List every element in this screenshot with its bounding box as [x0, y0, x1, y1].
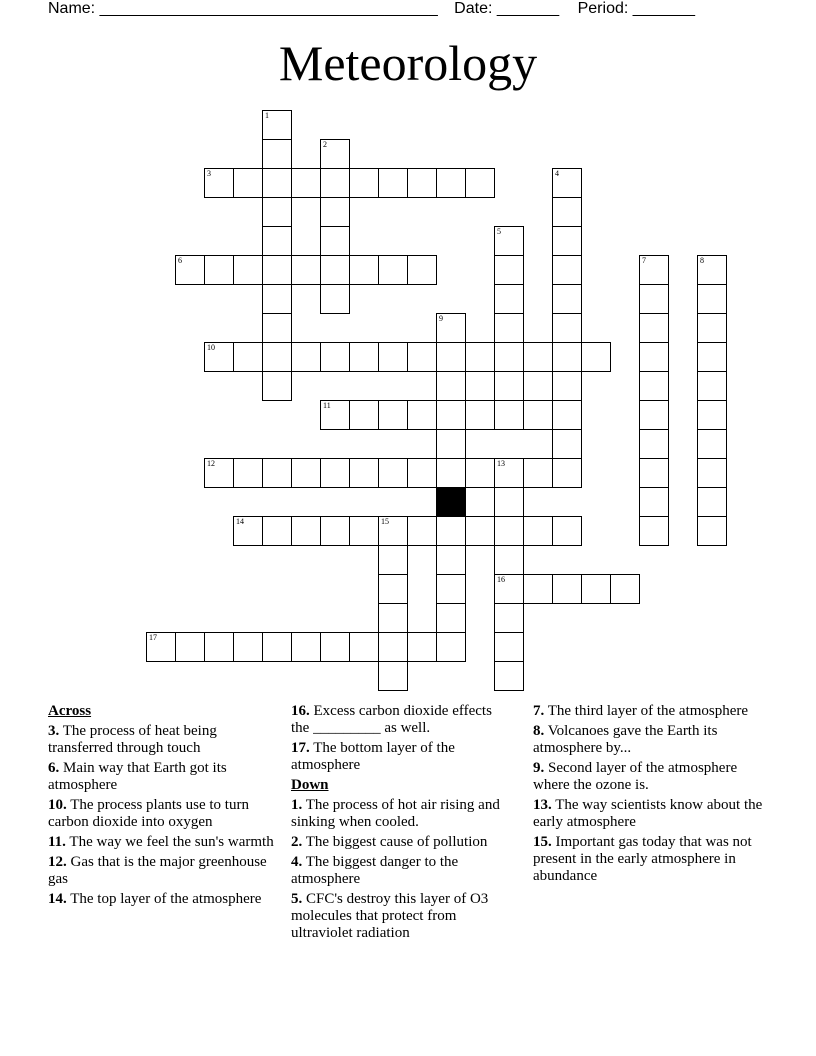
- crossword-cell[interactable]: [291, 342, 321, 372]
- crossword-cell[interactable]: [407, 632, 437, 662]
- clue-down-13: 13. The way scientists know about the early atmosphere: [533, 797, 763, 830]
- down-heading: Down: [291, 777, 329, 793]
- crossword-cell[interactable]: [436, 632, 466, 662]
- crossword-cell[interactable]: [494, 661, 524, 691]
- crossword-cell[interactable]: [523, 400, 553, 430]
- crossword-cell[interactable]: [639, 516, 669, 546]
- crossword-cell[interactable]: [233, 342, 263, 372]
- crossword-cell[interactable]: [494, 632, 524, 662]
- crossword-cell[interactable]: [552, 516, 582, 546]
- crossword-cell[interactable]: [465, 342, 495, 372]
- crossword-cell[interactable]: [639, 284, 669, 314]
- crossword-cell[interactable]: [378, 574, 408, 604]
- crossword-cell[interactable]: [697, 429, 727, 459]
- crossword-cell[interactable]: [262, 632, 292, 662]
- crossword-cell[interactable]: [262, 110, 292, 140]
- crossword-cell[interactable]: [552, 342, 582, 372]
- clue-column-3: [533, 703, 773, 888]
- crossword-cell[interactable]: [349, 458, 379, 488]
- crossword-cell[interactable]: [233, 458, 263, 488]
- crossword-cell[interactable]: [262, 284, 292, 314]
- crossword-cell[interactable]: [320, 632, 350, 662]
- date-field[interactable]: Date: _______: [454, 0, 560, 17]
- crossword-cell[interactable]: [639, 400, 669, 430]
- crossword-cell[interactable]: [639, 487, 669, 517]
- crossword-cell[interactable]: [146, 632, 176, 662]
- crossword-cell[interactable]: [552, 400, 582, 430]
- crossword-cell[interactable]: [436, 371, 466, 401]
- crossword-cell[interactable]: [697, 371, 727, 401]
- crossword-cell[interactable]: [262, 168, 292, 198]
- crossword-cell[interactable]: [175, 255, 205, 285]
- crossword-cell[interactable]: [552, 197, 582, 227]
- crossword-cell[interactable]: [639, 458, 669, 488]
- crossword-cell[interactable]: [465, 516, 495, 546]
- crossword-cell[interactable]: [320, 168, 350, 198]
- clue-number: 15: [381, 517, 389, 526]
- clue-number: 9: [439, 314, 443, 323]
- crossword-cell[interactable]: [378, 168, 408, 198]
- crossword-cell[interactable]: [233, 632, 263, 662]
- clue-down-4: 4. The biggest danger to the atmosphere: [291, 854, 459, 887]
- crossword-cell[interactable]: [378, 516, 408, 546]
- crossword-cell[interactable]: [407, 168, 437, 198]
- clue-number: 11: [323, 401, 331, 410]
- clue-number: 14: [236, 517, 244, 526]
- clue-number: 16: [497, 575, 505, 584]
- crossword-cell[interactable]: [436, 342, 466, 372]
- crossword-cell[interactable]: [552, 574, 582, 604]
- crossword-cell[interactable]: [320, 458, 350, 488]
- crossword-cell[interactable]: [262, 342, 292, 372]
- crossword-cell[interactable]: [436, 516, 466, 546]
- crossword-cell[interactable]: [697, 458, 727, 488]
- clue-down-2: 2. The biggest cause of pollution: [291, 834, 488, 850]
- crossword-cell[interactable]: [262, 197, 292, 227]
- crossword-cell[interactable]: [465, 400, 495, 430]
- clue-across-3: 3. The process of heat being transferred through touch: [48, 723, 217, 756]
- clue-across-11: 11. The way we feel the sun's warmth: [48, 834, 274, 850]
- crossword-cell[interactable]: [320, 255, 350, 285]
- clue-number: 7: [642, 256, 646, 265]
- crossword-cell[interactable]: [494, 371, 524, 401]
- crossword-cell[interactable]: [523, 574, 553, 604]
- crossword-cell[interactable]: [697, 487, 727, 517]
- crossword-cell[interactable]: [291, 255, 321, 285]
- crossword-cell[interactable]: [552, 255, 582, 285]
- crossword-cell[interactable]: [233, 255, 263, 285]
- crossword-cell[interactable]: [175, 632, 205, 662]
- crossword-cell[interactable]: [552, 429, 582, 459]
- crossword-cell[interactable]: [494, 255, 524, 285]
- crossword-cell[interactable]: [639, 342, 669, 372]
- crossword-cell[interactable]: [552, 371, 582, 401]
- crossword-cell[interactable]: [262, 313, 292, 343]
- crossword-cell[interactable]: [291, 168, 321, 198]
- crossword-cell[interactable]: [233, 168, 263, 198]
- crossword-cell[interactable]: [349, 632, 379, 662]
- clue-across-12: 12. Gas that is the major greenhouse gas: [48, 854, 267, 887]
- crossword-cell[interactable]: [233, 516, 263, 546]
- crossword-cell[interactable]: [436, 400, 466, 430]
- crossword-cell[interactable]: [407, 255, 437, 285]
- crossword-cell[interactable]: [204, 168, 234, 198]
- crossword-cell[interactable]: [697, 255, 727, 285]
- crossword-cell[interactable]: [697, 313, 727, 343]
- clue-down-15: 15. Important gas today that was not present in the early atmosphere in abundance: [533, 834, 752, 884]
- crossword-cell[interactable]: [407, 400, 437, 430]
- crossword-cell[interactable]: [291, 458, 321, 488]
- crossword-cell[interactable]: [436, 313, 466, 343]
- crossword-cell[interactable]: [378, 400, 408, 430]
- crossword-cell[interactable]: [494, 313, 524, 343]
- clue-down-7: 7. The third layer of the atmosphere: [533, 703, 749, 719]
- crossword-cell[interactable]: [639, 255, 669, 285]
- crossword-cell[interactable]: [320, 284, 350, 314]
- crossword-cell[interactable]: [320, 342, 350, 372]
- crossword-cell[interactable]: [349, 255, 379, 285]
- crossword-cell[interactable]: [494, 603, 524, 633]
- clue-down-8: 8. Volcanoes gave the Earth its atmosphere by...: [533, 723, 718, 756]
- crossword-cell[interactable]: [610, 574, 640, 604]
- clue-number: 6: [178, 256, 182, 265]
- crossword-cell[interactable]: [349, 168, 379, 198]
- crossword-cell[interactable]: [436, 545, 466, 575]
- clue-across-10: 10. The process plants use to turn carbon dioxide into oxygen: [48, 797, 249, 830]
- crossword-cell[interactable]: [494, 545, 524, 575]
- clue-down-1: 1. The process of hot air rising and sinking when cooled.: [291, 797, 500, 830]
- blocked-cell: [436, 487, 466, 517]
- crossword-cell[interactable]: [320, 226, 350, 256]
- crossword-cell[interactable]: [494, 284, 524, 314]
- crossword-cell[interactable]: [378, 255, 408, 285]
- clue-number: 1: [265, 111, 269, 120]
- crossword-cell[interactable]: [378, 545, 408, 575]
- clue-across-14: 14. The top layer of the atmosphere: [48, 891, 262, 907]
- clue-number: 10: [207, 343, 215, 352]
- crossword-cell[interactable]: [523, 342, 553, 372]
- crossword-cell[interactable]: [494, 487, 524, 517]
- crossword-cell[interactable]: [465, 168, 495, 198]
- crossword-cell[interactable]: [523, 516, 553, 546]
- clue-number: 2: [323, 140, 327, 149]
- crossword-cell[interactable]: [639, 313, 669, 343]
- crossword-cell[interactable]: [436, 168, 466, 198]
- page-title: Meteorology: [278, 35, 538, 91]
- crossword-cell[interactable]: [494, 458, 524, 488]
- crossword-cell[interactable]: [320, 516, 350, 546]
- crossword-cell[interactable]: [378, 458, 408, 488]
- crossword-cell[interactable]: [291, 516, 321, 546]
- crossword-cell[interactable]: [262, 371, 292, 401]
- clue-number: 3: [207, 169, 211, 178]
- crossword-cell[interactable]: [349, 342, 379, 372]
- crossword-cell[interactable]: [378, 603, 408, 633]
- crossword-cell[interactable]: [697, 284, 727, 314]
- crossword-cell[interactable]: [262, 226, 292, 256]
- crossword-cell[interactable]: [320, 197, 350, 227]
- clue-number: 13: [497, 459, 505, 468]
- crossword-cell[interactable]: [436, 458, 466, 488]
- crossword-cell[interactable]: [552, 168, 582, 198]
- clue-across-6: 6. Main way that Earth got its atmosphere: [48, 760, 227, 793]
- crossword-cell[interactable]: [204, 342, 234, 372]
- crossword-cell[interactable]: [581, 342, 611, 372]
- crossword-cell[interactable]: [320, 139, 350, 169]
- name-field[interactable]: Name: ______________________________________: [48, 0, 438, 17]
- clue-across-16: 16. Excess carbon dioxide effects the _________ as well.: [291, 703, 492, 736]
- crossword-cell[interactable]: [494, 516, 524, 546]
- crossword-cell[interactable]: [465, 458, 495, 488]
- crossword-cell[interactable]: [436, 603, 466, 633]
- period-field[interactable]: Period: _______: [577, 0, 696, 17]
- crossword-cell[interactable]: [436, 574, 466, 604]
- crossword-cell[interactable]: [204, 255, 234, 285]
- crossword-cell[interactable]: [639, 371, 669, 401]
- crossword-cell[interactable]: [552, 313, 582, 343]
- crossword-cell[interactable]: [494, 226, 524, 256]
- clue-down-5: 5. CFC's destroy this layer of O3 molecules that protect from ultraviolet radiation: [291, 891, 489, 941]
- crossword-cell[interactable]: [407, 516, 437, 546]
- clue-number: 17: [149, 633, 157, 642]
- crossword-cell[interactable]: [697, 516, 727, 546]
- clue-column-2: [291, 703, 511, 945]
- crossword-cell[interactable]: [494, 400, 524, 430]
- crossword-cell[interactable]: [407, 342, 437, 372]
- crossword-cell[interactable]: [378, 661, 408, 691]
- crossword-cell[interactable]: [494, 342, 524, 372]
- crossword-cell[interactable]: [262, 255, 292, 285]
- crossword-cell[interactable]: [494, 574, 524, 604]
- clue-across-17: 17. The bottom layer of the atmosphere: [291, 740, 455, 773]
- crossword-cell[interactable]: [436, 429, 466, 459]
- crossword-cell[interactable]: [697, 342, 727, 372]
- crossword-cell[interactable]: [581, 574, 611, 604]
- crossword-cell[interactable]: [262, 516, 292, 546]
- crossword-cell[interactable]: [697, 400, 727, 430]
- crossword-cell[interactable]: [291, 632, 321, 662]
- crossword-cell[interactable]: [378, 632, 408, 662]
- crossword-cell[interactable]: [523, 458, 553, 488]
- crossword-cell[interactable]: [262, 458, 292, 488]
- clue-number: 12: [207, 459, 215, 468]
- clue-column-1: [48, 703, 280, 911]
- clue-number: 5: [497, 227, 501, 236]
- crossword-cell[interactable]: [639, 429, 669, 459]
- crossword-cell[interactable]: [204, 632, 234, 662]
- crossword-cell[interactable]: [552, 226, 582, 256]
- crossword-cell[interactable]: [552, 284, 582, 314]
- clue-down-9: 9. Second layer of the atmosphere where the ozone is.: [533, 760, 738, 793]
- clue-number: 4: [555, 169, 559, 178]
- crossword-cell[interactable]: [320, 400, 350, 430]
- across-heading: Across: [48, 703, 92, 719]
- crossword-cell[interactable]: [262, 139, 292, 169]
- crossword-cell[interactable]: [349, 516, 379, 546]
- clue-number: 8: [700, 256, 704, 265]
- crossword-cell[interactable]: [204, 458, 234, 488]
- crossword-cell[interactable]: [349, 400, 379, 430]
- crossword-cell[interactable]: [552, 458, 582, 488]
- crossword-cell[interactable]: [378, 342, 408, 372]
- crossword-cell[interactable]: [407, 458, 437, 488]
